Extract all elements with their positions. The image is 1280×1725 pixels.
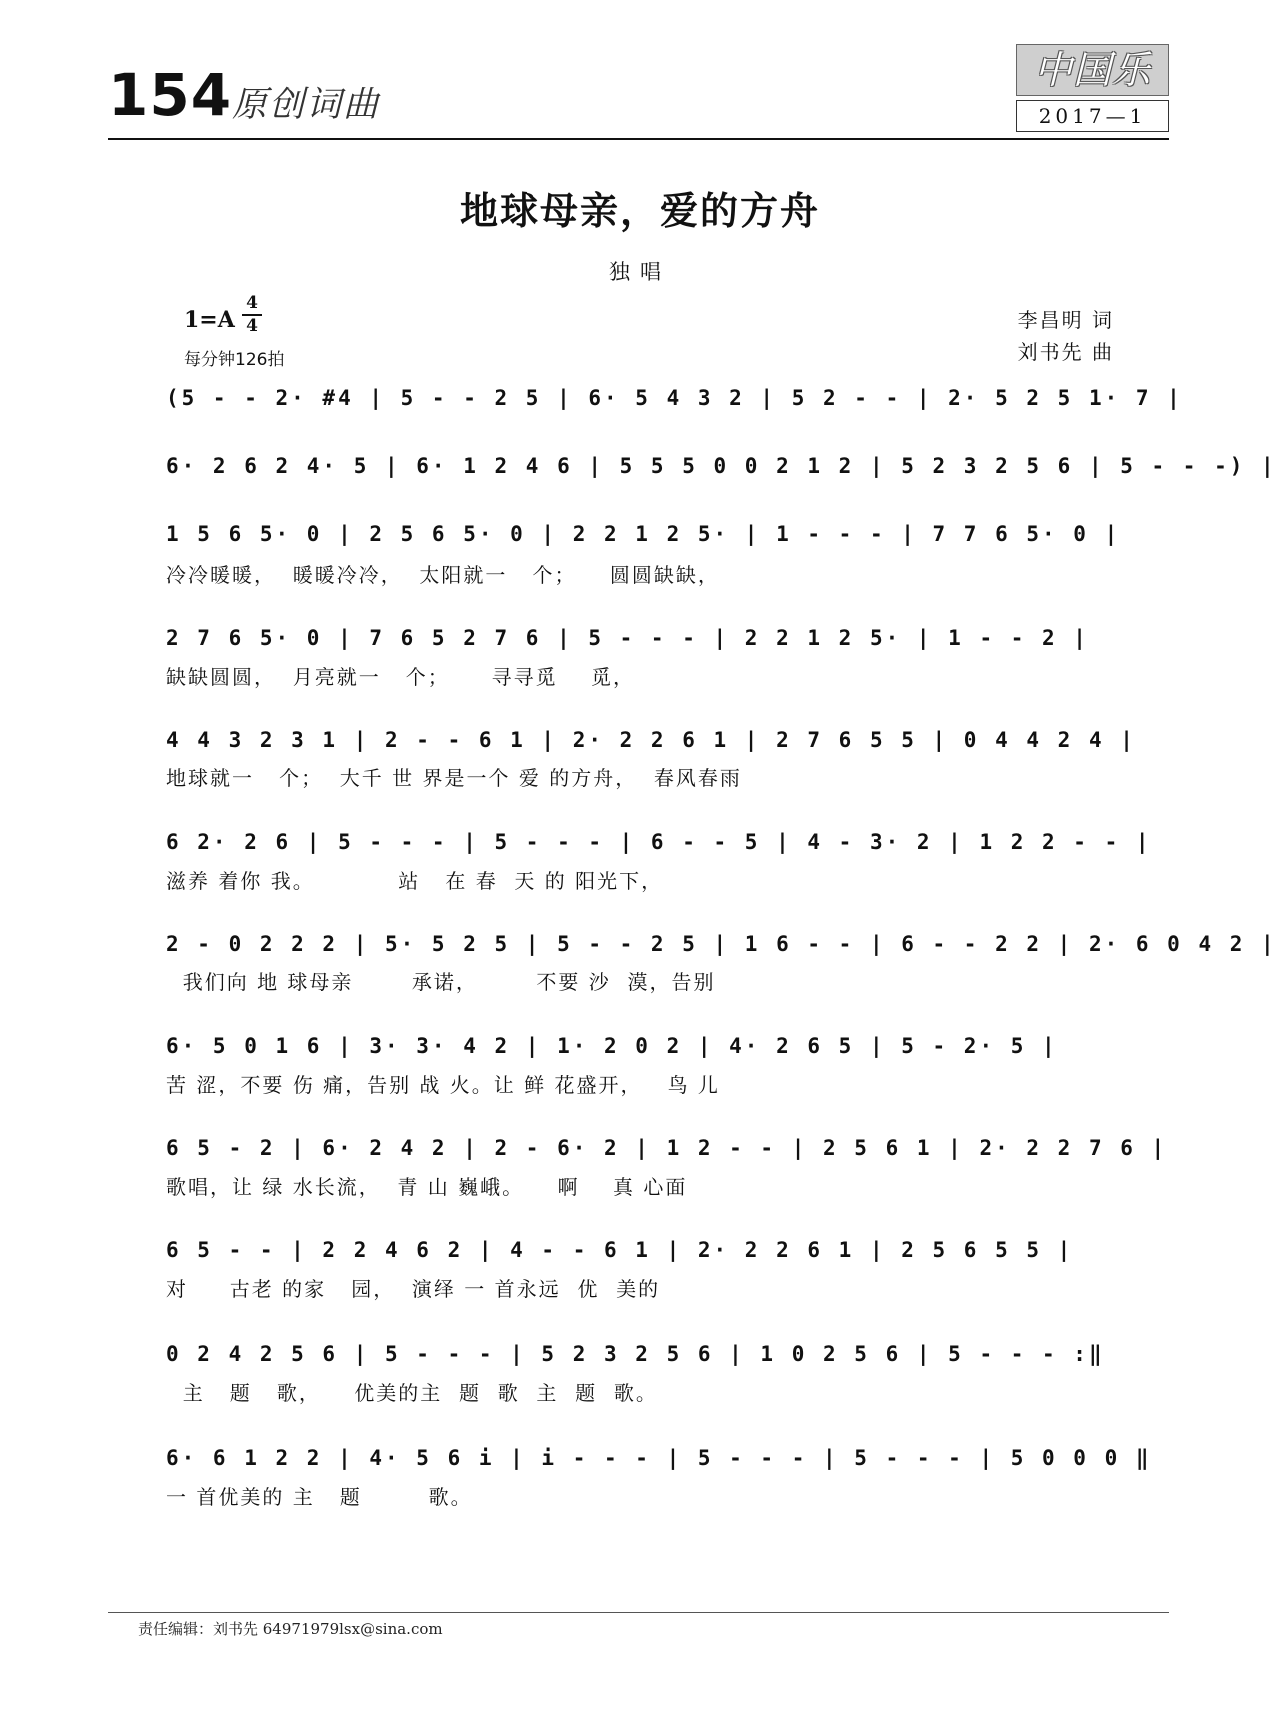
lyricist-credit: 李昌明 词	[1017, 308, 1114, 332]
notation-row: 2 - 0 2 2 2 | 5· 5 2 5 | 5 - - 2 5 | 1 6 - - | 6 - - 2 2 | 2· 6 0 4 2 |	[166, 932, 1277, 956]
magazine-logo-text: 中国乐	[1033, 48, 1151, 92]
lyrics-row: 滋养 着你 我。 站 在 春 天 的 阳光下，	[166, 869, 664, 893]
lyrics-row: 歌唱，让 绿 水长流， 青 山 巍峨。 啊 真 心面	[166, 1175, 688, 1199]
time-signature	[242, 295, 262, 335]
header-divider	[108, 138, 1169, 140]
composer-credit: 刘书先 曲	[1017, 340, 1114, 364]
notation-row: 4 4 3 2 3 1 | 2 - - 6 1 | 2· 2 2 6 1 | 2 7 6 5 5 | 0 4 4 2 4 |	[166, 728, 1136, 752]
editor-credit: 责任编辑：刘书先 64971979lsx@sina.com	[138, 1620, 443, 1638]
lyrics-row: 主 题 歌， 优美的主 题 歌 主 题 歌。	[166, 1381, 658, 1405]
section-title: 原创词曲	[232, 85, 381, 125]
notation-row: 2 7 6 5· 0 | 7 6 5 2 7 6 | 5 - - - | 2 2 1 2 5· | 1 - - 2 |	[166, 626, 1089, 650]
notation-row: 6· 2 6 2 4· 5 | 6· 1 2 4 6 | 5 5 5 0 0 2 1 2 | 5 2 3 2 5 6 | 5 - - -) |	[166, 454, 1277, 478]
song-title: 地球母亲，爱的方舟	[459, 188, 820, 233]
page-number: 154	[108, 61, 233, 129]
notation-row: 0 2 4 2 5 6 | 5 - - - | 5 2 3 2 5 6 | 1 0 2 5 6 | 5 - - - :‖	[166, 1342, 1105, 1366]
notation-row: 6· 5 0 1 6 | 3· 3· 4 2 | 1· 2 0 2 | 4· 2 6 5 | 5 - 2· 5 |	[166, 1034, 1058, 1058]
notation-row: 6· 6 1 2 2 | 4· 5 6 i | i - - - | 5 - - - | 5 - - - | 5 0 0 0 ‖	[166, 1446, 1152, 1470]
lyrics-row: 我们向 地 球母亲 承诺， 不要 沙 漠，告别	[166, 970, 716, 994]
notation-row: 6 5 - 2 | 6· 2 4 2 | 2 - 6· 2 | 1 2 - - | 2 5 6 1 | 2· 2 2 7 6 |	[166, 1136, 1168, 1160]
tempo-marking: 每分钟126拍	[184, 350, 285, 370]
lyrics-row: 一 首优美的 主 题 歌。	[166, 1485, 473, 1509]
time-signature-top: 4	[242, 295, 262, 316]
notation-row: 6 2· 2 6 | 5 - - - | 5 - - - | 6 - - 5 | 4 - 3· 2 | 1 2 2 - - |	[166, 830, 1152, 854]
lyrics-row: 冷冷暖暖， 暖暖冷冷， 太阳就一 个； 圆圆缺缺，	[166, 563, 720, 587]
time-signature-bottom: 4	[246, 316, 258, 336]
notation-row: 6 5 - - | 2 2 4 6 2 | 4 - - 6 1 | 2· 2 2 6 1 | 2 5 6 5 5 |	[166, 1238, 1074, 1262]
key-signature: 1=A	[184, 307, 235, 333]
notation-row: (5 - - 2· #4 | 5 - - 2 5 | 6· 5 4 3 2 | 5 2 - - | 2· 5 2 5 1· 7 |	[166, 386, 1183, 410]
footer-divider	[108, 1612, 1169, 1613]
notation-row: 1 5 6 5· 0 | 2 5 6 5· 0 | 2 2 1 2 5· | 1 - - - | 7 7 6 5· 0 |	[166, 522, 1121, 546]
lyrics-row: 苦 涩，不要 伤 痛，告别 战 火。让 鲜 花盛开， 鸟 儿	[166, 1073, 720, 1097]
lyrics-row: 缺缺圆圆， 月亮就一 个； 寻寻觅 觅，	[166, 665, 636, 689]
song-subtitle: 独唱	[609, 260, 671, 284]
issue-number: 2017—1	[1016, 100, 1169, 132]
lyrics-row: 对 古老 的家 园， 演绎 一 首永远 优 美的	[166, 1277, 661, 1301]
lyrics-row: 地球就一 个； 大千 世 界是一个 爱 的方舟， 春风春雨	[166, 766, 742, 790]
magazine-logo	[1016, 44, 1169, 96]
